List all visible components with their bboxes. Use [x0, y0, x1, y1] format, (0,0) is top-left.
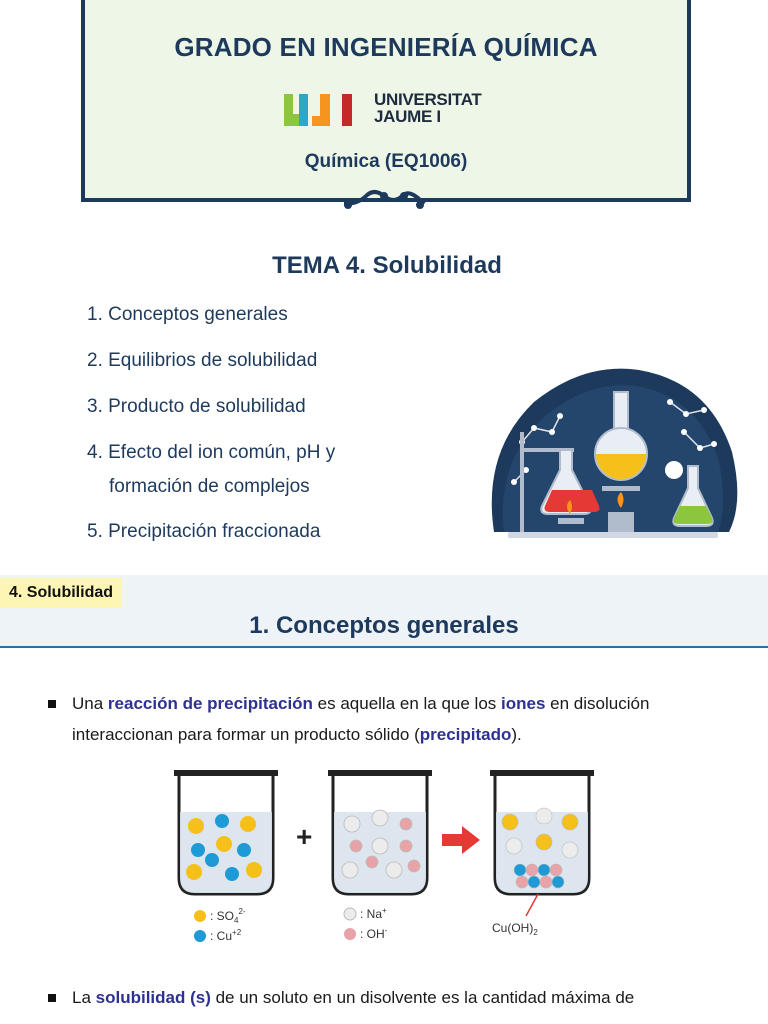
bullet-square-icon: [48, 994, 56, 1002]
text-run: Una: [72, 694, 108, 713]
beaker-reactant-2: [328, 770, 432, 894]
highlight-term: solubilidad (s): [95, 988, 211, 1007]
laboratory-illustration: [474, 362, 744, 542]
degree-title: GRADO EN INGENIERÍA QUÍMICA: [174, 32, 598, 62]
toc-item-1: 1. Conceptos generales: [87, 304, 288, 325]
text-run: en disolución interaccionan para formar un producto sólido (: [72, 694, 650, 744]
toc-item-4: 4. Efecto del ion común, pH y: [87, 442, 336, 463]
legend-sulfate: : $SO_4^{2-}$: [210, 907, 246, 925]
highlight-term: iones: [501, 694, 546, 713]
section-tag: 4. Solubilidad: [0, 578, 122, 608]
university-logo: [282, 90, 492, 130]
precipitate-label: $Cu(OH)_2$: [492, 921, 538, 937]
legend-copper: : $Cu^{+2}$: [210, 928, 242, 943]
precipitation-definition: [72, 688, 742, 750]
toc-item-3: 3. Producto de solubilidad: [87, 396, 306, 417]
plus-sign: +: [296, 821, 313, 852]
toc-item-2: 2. Equilibrios de solubilidad: [87, 350, 318, 371]
bullet-square-icon: [48, 700, 56, 708]
highlight-term: reacción de precipitación: [107, 694, 313, 713]
text-run: es aquella en la que los: [312, 694, 502, 713]
solubility-definition: [72, 982, 742, 1013]
slide-header: [0, 575, 768, 648]
university-name-line1: UNIVERSITAT: [374, 90, 482, 109]
text-run: ).: [511, 725, 522, 744]
legend-sodium: : Na+: [360, 906, 387, 921]
legend-hydroxide: : OH-: [360, 926, 388, 941]
precipitation-diagram: [170, 766, 610, 961]
slide-title: 1. Conceptos generales: [249, 612, 519, 639]
highlight-term: precipitado: [419, 725, 512, 744]
course-name: Química (EQ1006): [304, 151, 468, 172]
reaction-arrow-icon: [442, 826, 480, 854]
beaker-product: [490, 770, 594, 916]
topic-title: TEMA 4. Solubilidad: [272, 252, 502, 279]
university-name-line2: JAUME I: [374, 107, 441, 126]
beaker-reactant-1: [174, 770, 278, 894]
concepts-slide: [0, 575, 768, 1024]
toc-item-4-continuation: formación de complejos: [109, 476, 310, 497]
wave-ornament-icon: [340, 186, 428, 216]
text-run: de un soluto en un disolvente es la cantidad máxima de: [210, 988, 635, 1007]
toc-item-5: 5. Precipitación fraccionada: [87, 521, 321, 542]
title-frame: [81, 0, 691, 202]
uji-logo-icon: [282, 90, 368, 130]
precipitate-pointer: [526, 894, 538, 916]
text-run: La: [72, 988, 96, 1007]
